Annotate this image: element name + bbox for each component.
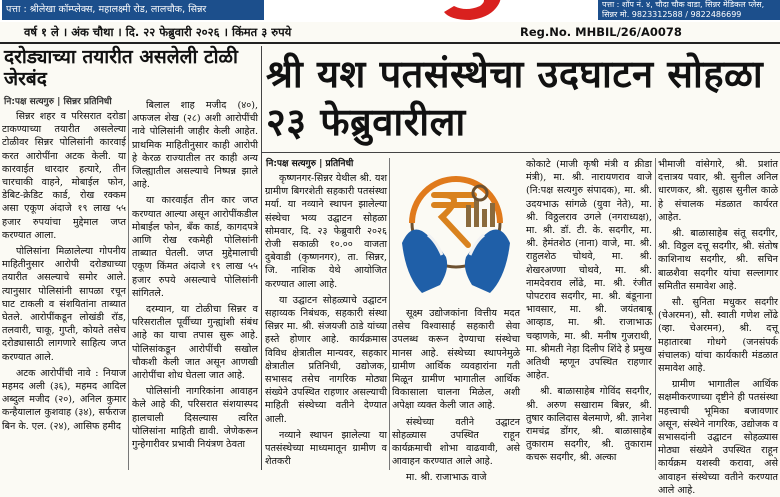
newspaper-logo (440, 0, 504, 24)
paragraph: ग्रामीण भागातील आर्थिक सक्षमीकरणाच्या दृष्टीने ही पतसंस्था महत्त्वाची भूमिका बजावणार असून, संस्थेने नागरिक, उद्योजक व सभासदांनी उद्घाटन सोहळ्यास मोठ्या संख्येने उपस्थित राहून कार्यक्रम यशस्वी करावा, असे आवाहन संस्थेच्या वतीने करण्यात आले आहे. (658, 379, 778, 496)
paragraph: सौ. सुनिता मधुकर सदगीर (चेअरमन), सौ. स्वाती गणेश लोंढे (व्हा. चेअरमन), श्री. दत्तू महातारबा गोधगे (जनसंपर्क संचालक) यांचा कार्यकारी मंडळात समावेश आहे. (658, 297, 778, 375)
paragraph: अटक आरोपींची नावे : नियाज महमद अली (३६), महमद आदिल अब्दुल मजीद (२०), अनिल कुमार कन्हैयालाल कुशवाह (३४), सर्फराज बिन के. एल. (२४), आसिफ हमीद (2, 367, 126, 432)
paragraph: भीमाजी वांसेगारे, श्री. प्रशांत दत्तात्रय पवार, श्री. सुनील अनिल धारणकर, श्री. सुहास सुनील काळे हे संचालक मंडळात कार्यरत आहेत. (658, 159, 778, 223)
paragraph: या उद्घाटन सोहळ्याचे उद्घाटन सहाय्यक निबंधक, सहकारी संस्था सिन्नर मा. श्री. संजयजी ठाडे यांच्या हस्ते होणार आहे. कार्यक्रमास विविध क्षेत्रातील मान्यवर, सहकार क्षेत्रातील प्रतिनिधी, उद्योजक, सभासद तसेच नागरिक मोठ्या संख्येने उपस्थित राहणार असल्याची माहिती संस्थेच्या वतीने देण्यात आली. (265, 294, 387, 425)
paragraph: मा. श्री. राजाभाऊ वाजे (406, 472, 487, 484)
address-left-strip: पत्ता : श्रीलेखा कॉम्प्लेक्स, महालक्ष्मी रोड, लालचौक, सिन्नर (2, 0, 264, 20)
main-story-column-2a (392, 307, 520, 484)
left-story-column-2 (132, 99, 258, 470)
address-right-line-2: सिन्नर मो. 9823312588 / 9822486699 (602, 10, 742, 19)
paragraph: श्री. बाळासाहेब गोविंद सदगीर, श्री. अरुण सखाराम बिन्नर, श्री. तुषार कालिदास बेलमाणे, श्री. ज्ञानेश रामचंद्र डोंगर, श्री. बाळासाहेब तुकाराम सदगीर, श्री. तुकाराम कचरू सदगीर, श्री. अल्का (526, 386, 652, 464)
section-divider (261, 46, 262, 470)
main-story-column-2b (526, 158, 652, 470)
paragraph: श्री. बाळासाहेब संतू सदगीर, श्री. विठ्ठल दत्तू सदगीर, श्री. संतोष काशिनाथ सदगीर, श्री. सचिन बाळशैवा सदगीर यांचा सल्लागार समितीत समावेश आहे. (658, 228, 778, 292)
column-divider (128, 110, 129, 470)
paragraph: या कारवाईत तीन कार जप्त करण्यात आल्या असून आरोपींकडील मोबाईल फोन, बँक कार्ड, कागदपत्रे आणि रोख रकमेही पोलिसांनी ताब्यात घेतली. जप्त मुद्देमालाची एकूण किंमत अंदाजे १९ लाख ५५ हजार रुपये असल्याचे पोलिसांनी सांगितले. (132, 195, 258, 299)
column-divider (655, 158, 656, 470)
paragraph: सिन्नर शहर व परिसरात दरोडा टाकण्याच्या तयारीत असलेल्या टोळीवर सिन्नर पोलिसांनी कारवाई करत आरोपींना अटक केली. या कारवाईत धारदार हत्यारे, तीन चारचाकी वाहने, मोबाईल फोन, डेबिट-क्रेडिट कार्ड, रोख रक्कम असा एकूण अंदाजे १९ लाख ५५ हजार रुपयांचा मुद्देमाल जप्त करण्यात आला. (2, 111, 126, 241)
main-story-column-3 (658, 158, 778, 496)
paragraph: कृष्णनगर-सिन्नर येथील श्री. यश ग्रामीण बिगरशेती सहकारी पतसंस्था मर्या. या नव्याने स्थापन झालेल्या संस्थेचा भव्य उद्घाटन सोहळा सोमवार, दि. २३ फेब्रुवारी २०२६ रोजी सकाळी १०.०० वाजता दुबेवाडी (कृष्णनगर), ता. सिन्नर, जि. नाशिक येथे आयोजित करण्यात आला आहे. (265, 173, 387, 290)
address-right-line-1: पत्ता : शॉप नं. ४, चौदा चौक वाडा, सिन्नर मेडिकल प्लेस, (602, 0, 765, 9)
main-story-headline: श्री यश पतसंस्थेचा उदघाटन सोहळा २३ फेब्रुवारीला (266, 52, 764, 144)
edition-dateline (0, 22, 780, 42)
main-story-column-1 (265, 172, 387, 470)
paragraph: सूक्ष्म उद्योजकांना वित्तीय मदत तसेच विश्वासार्ह सहकारी सेवा उपलब्ध करून देण्याचा संस्थेचा मानस आहे. संस्थेच्या स्थापनेमुळे ग्रामीण आर्थिक व्यवहारांना गती मिळून ग्रामीण भागातील आर्थिक विकासाला चालना मिळेल, अशी अपेक्षा व्यक्त केली जात आहे. (392, 308, 520, 412)
paragraph: बिलाल शाह मजीद (४०), अफजल शेख (२८) अशी आरोपींची नावे पोलिसांनी जाहीर केली आहेत. प्राथमिक माहितीनुसार काही आरोपी हे केरळ राज्यातील तर काही अन्य जिल्ह्यातील असल्याचे निष्पन्न झाले आहे. (132, 100, 258, 191)
address-right-strip (598, 0, 780, 20)
left-story-byline: नि:पक्ष सत्यगुरु | सिन्नर प्रतिनिधी (4, 97, 112, 107)
edition-info: वर्ष १ ले । अंक चौथा । दि. २२ फेब्रुवारी २०२६ । किंमत ३ रुपये (24, 25, 292, 39)
paragraph: पोलिसांना मिळालेल्या गोपनीय माहितीनुसार आरोपी दरोड्याच्या तयारीत असल्याचे समोर आले. त्यानुसार पोलिसांनी सापळा रचून घाट टाकली व संशयितांना ताब्यात घेतले. आरोपींकडून लोखंडी रॉड, तलवारी, चाकू, गुप्ती, कोयते तसेच दरोड्यासाठी लागणारे साहित्य जप्त करण्यात आले. (2, 246, 126, 363)
column-divider (389, 158, 390, 470)
left-story-column-1 (2, 110, 126, 470)
logo-digit: 3 (471, 12, 473, 13)
rupee-hands-emblem-icon (392, 165, 520, 305)
masthead-rule (0, 42, 780, 44)
paragraph: नव्याने स्थापन झालेल्या या पतसंस्थेच्या माध्यमातून ग्रामीण व शेतकरी (265, 429, 387, 468)
paragraph: पोलिसांनी नागरिकांना आवाहन केले आहे की, परिसरात संशयास्पद हालचाली दिसल्यास त्वरित पोलिसांना माहिती द्यावी. जेणेकरून गुन्हेगारीवर प्रभावी नियंत्रण ठेवता (132, 386, 258, 451)
registration-number: Reg.No. MHBIL/26/A0078 (520, 25, 682, 39)
paragraph: कोकाटे (माजी कृषी मंत्री व क्रीडा मंत्री), मा. श्री. नारायणराव वाजे (नि:पक्ष सत्यगुरु संपादक), मा. श्री. उदयभाऊ सांगळे (युवा नेते), मा. श्री. विठ्ठलराव उगले (नगराध्यक्ष), मा. श्री. डॉ. टी. के. सदगीर, मा. श्री. हेमंतशेठ (नाना) वाजे, मा. श्री. राहुलशेठ चोथवे, मा. श्री. शेखरअण्णा चोथवे, मा. श्री. नामदेवराव लोंढे, मा. श्री. रंजीत पोपटराव सदगीर, मा. श्री. बंडूनाना भावसार, मा. श्री. जयंतबाबू आव्हाड, मा. श्री. राजाभाऊ चव्हाणके, मा. श्री. मनीष गुजराथी, मा. श्रीमती नेहा दिलीप शिंदे हे प्रमुख अतिथी म्हणून उपस्थित राहणार आहेत. (526, 159, 652, 382)
left-story-headline: दरोड्याच्या तयारीत असलेली टोळी जेरबंद (4, 46, 238, 90)
main-story-byline: नि:पक्ष सत्यगुरु | प्रतिनिधी (266, 159, 354, 169)
paragraph: संस्थेच्या वतीने उद्घाटन सोहळ्यास उपस्थित राहून कार्यक्रमाची शोभा वाढवावी, असे आवाहन करण्यात आले आहे. (392, 416, 520, 468)
paragraph: दरम्यान, या टोळीचा सिन्नर व परिसरातील पूर्वीच्या गुन्ह्यांशी संबंध आहे का याचा तपास सुरू आहे. पोलिसांकडून आरोपींची सखोल चौकशी केली जात असून आणखी आरोपींचा शोध घेतला जात आहे. (132, 304, 258, 382)
headline-rule (262, 152, 780, 153)
